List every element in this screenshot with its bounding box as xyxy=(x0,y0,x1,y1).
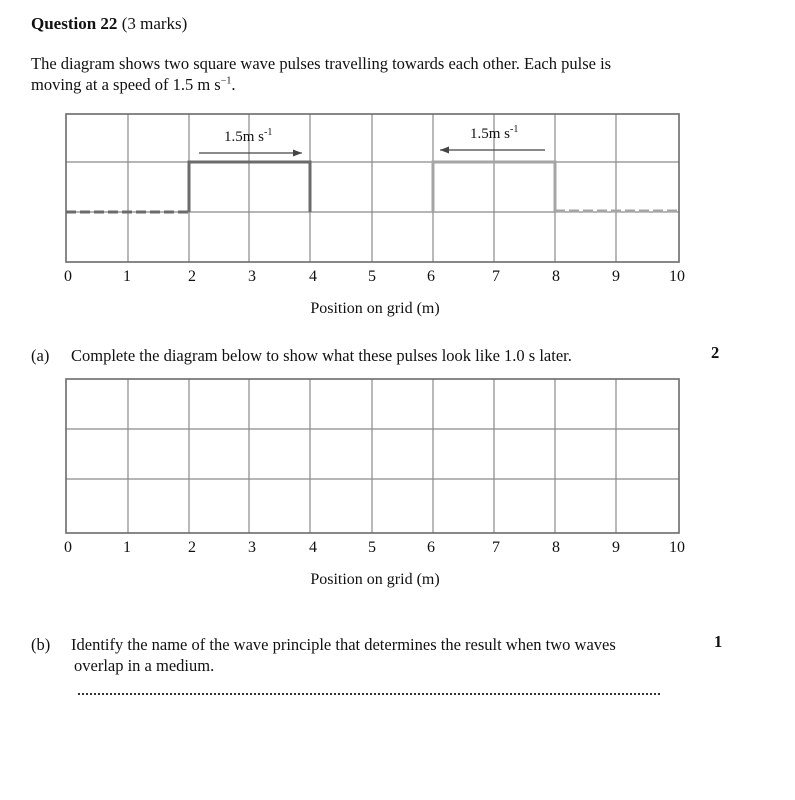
axis-answer-tick-label: 2 xyxy=(188,539,196,556)
axis-title-initial: Position on grid (m) xyxy=(310,300,440,317)
axis-answer-tick-label: 3 xyxy=(248,539,256,556)
axis-answer-tick-label: 4 xyxy=(309,539,317,556)
question-title: Question 22 xyxy=(31,14,118,33)
axis-answer-tick-label: 10 xyxy=(669,539,685,556)
axis-initial-tick-label: 2 xyxy=(188,268,196,285)
axis-initial-tick-label: 7 xyxy=(492,268,500,285)
axis-initial-tick-label: 8 xyxy=(552,268,560,285)
axis-answer-tick-label: 6 xyxy=(427,539,435,556)
part-b-text-line-2: overlap in a medium. xyxy=(74,656,215,675)
axis-initial-tick-label: 9 xyxy=(612,268,620,285)
question-heading xyxy=(31,14,187,34)
part-b-label: (b) xyxy=(31,635,51,654)
part-b-marks: 1 xyxy=(714,632,723,651)
grid-answer-border xyxy=(66,379,679,533)
question-intro xyxy=(31,53,671,95)
axis-answer-tick-label: 8 xyxy=(552,539,560,556)
axis-answer-tick-label: 5 xyxy=(368,539,376,556)
part-b xyxy=(31,634,616,676)
axis-title-answer: Position on grid (m) xyxy=(310,571,440,588)
grid-initial xyxy=(66,114,679,262)
axis-answer-tick-label: 9 xyxy=(612,539,620,556)
left-pulse xyxy=(189,162,310,212)
part-a-label: (a) xyxy=(31,346,50,365)
grid-initial-border xyxy=(66,114,679,262)
question-marks: (3 marks) xyxy=(121,14,188,33)
axis-answer-tick-label: 1 xyxy=(123,539,131,556)
intro-line-2: moving at a speed of 1.5 m $s^{-1}$. xyxy=(31,75,236,94)
axis-initial-tick-label: 6 xyxy=(427,268,435,285)
axis-initial-tick-label: 0 xyxy=(64,268,72,285)
right-pulse-arrow-head xyxy=(440,147,449,154)
right-pulse xyxy=(433,162,555,212)
axis-initial-tick-label: 5 xyxy=(368,268,376,285)
axis-answer-tick-label: 0 xyxy=(64,539,72,556)
axis-initial-tick-label: 3 xyxy=(248,268,256,285)
left-pulse-speed-label: 1.5m $s^{-1}$ xyxy=(224,127,273,145)
axis-answer-tick-label: 7 xyxy=(492,539,500,556)
part-a xyxy=(31,345,572,366)
axis-initial-tick-label: 4 xyxy=(309,268,317,285)
pulses-initial xyxy=(66,147,679,213)
part-a-marks: 2 xyxy=(711,343,720,362)
right-pulse-speed-label: 1.5m $s^{-1}$ xyxy=(470,124,519,142)
part-a-text: Complete the diagram below to show what these pulses look like 1.0 s later. xyxy=(71,346,572,365)
grid-answer[interactable] xyxy=(66,379,679,533)
axis-initial-tick-label: 1 xyxy=(123,268,131,285)
left-pulse-arrow-head xyxy=(293,150,302,157)
part-b-text-line-1: Identify the name of the wave principle that determines the result when two waves xyxy=(71,635,616,654)
part-b-answer-line[interactable] xyxy=(78,693,660,695)
axis-initial-tick-label: 10 xyxy=(669,268,685,285)
intro-line-1: The diagram shows two square wave pulses travelling towards each other. Each pulse is xyxy=(31,54,612,73)
